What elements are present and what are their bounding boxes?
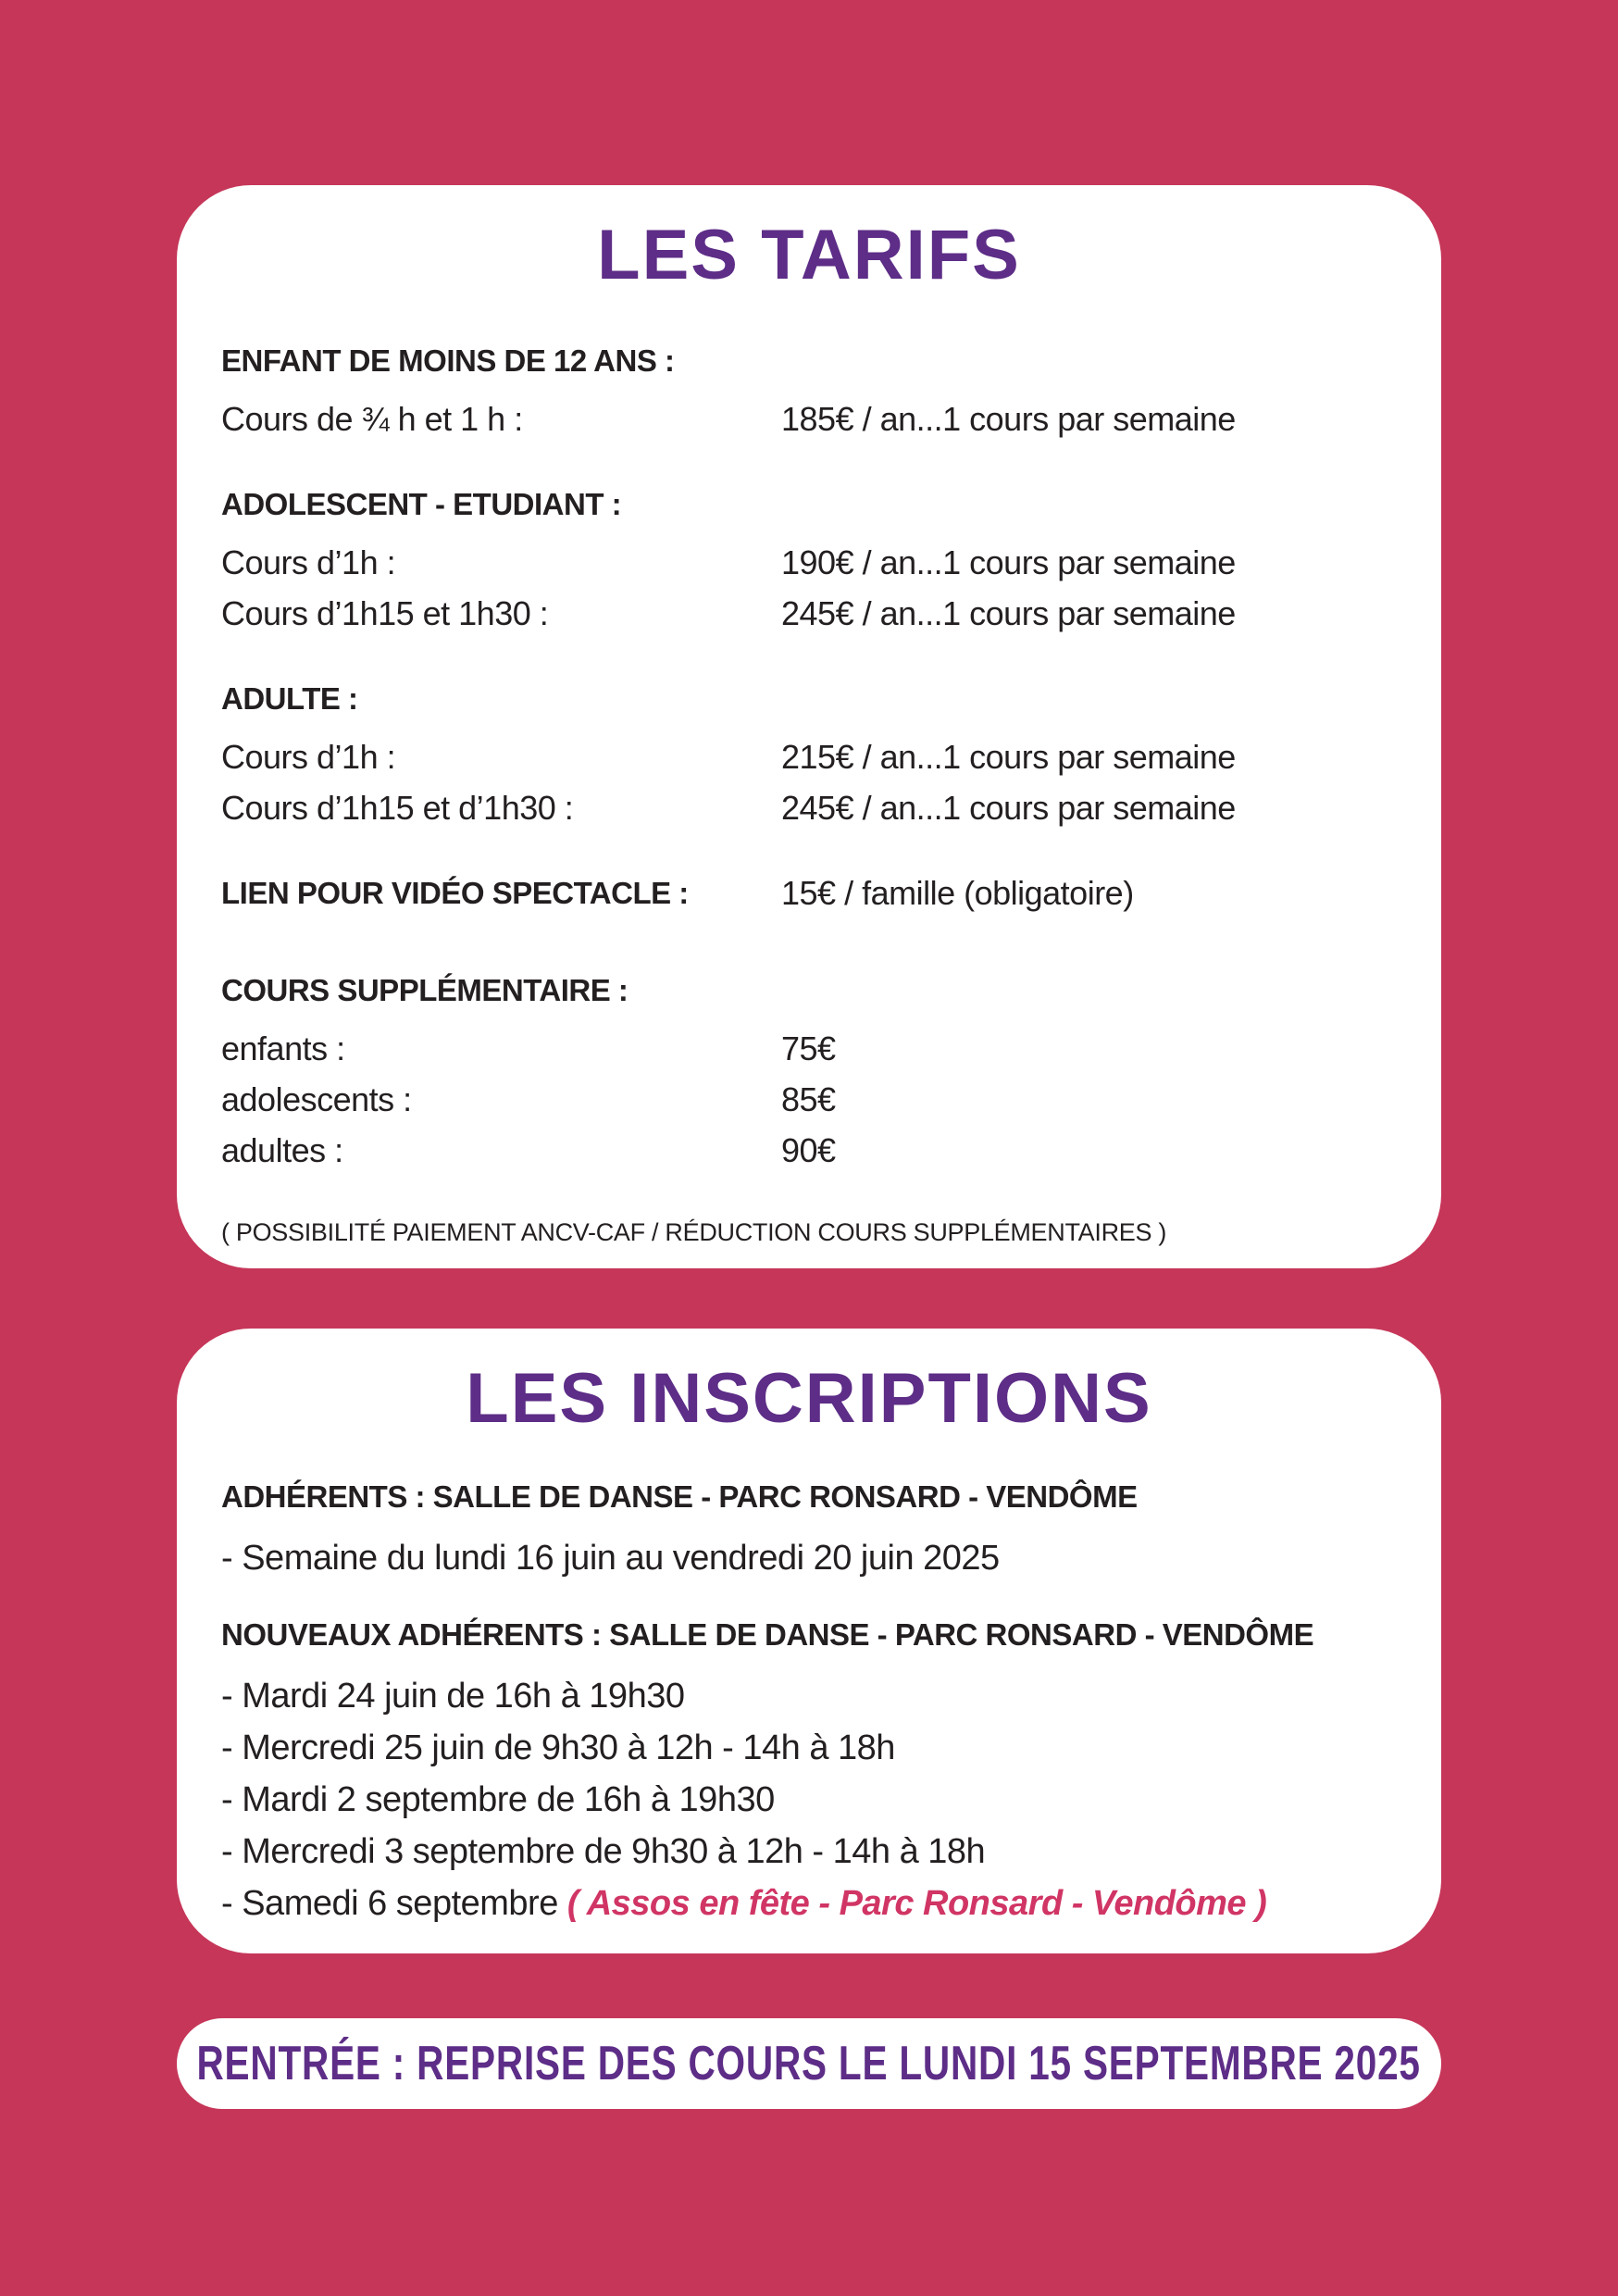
group-header: ADHÉRENTS : SALLE DE DANSE - PARC RONSARD - VENDÔME [221, 1479, 1138, 1514]
section-header: LIEN POUR VIDÉO SPECTACLE : [221, 876, 689, 910]
price-value: 190€ / an...1 cours par semaine [781, 543, 1236, 581]
price-row [221, 1023, 1397, 1074]
schedule-line: - Mardi 2 septembre de 16h à 19h30 [221, 1780, 775, 1819]
schedule-line-text: - Samedi 6 septembre [221, 1884, 567, 1923]
price-row [221, 1074, 1397, 1125]
group-adherents [221, 1479, 1397, 1584]
price-value: 245€ / an...1 cours par semaine [781, 789, 1236, 827]
price-value: 245€ / an...1 cours par semaine [781, 594, 1236, 632]
price-label: adolescents : [221, 1080, 412, 1118]
price-value: 215€ / an...1 cours par semaine [781, 738, 1236, 776]
inscriptions-groups [221, 1479, 1397, 1929]
inscriptions-title: LES INSCRIPTIONS [466, 1359, 1152, 1438]
section-supplementaire [221, 972, 1397, 1176]
section-video [221, 875, 1397, 912]
inscriptions-card [177, 1329, 1441, 1953]
price-row [221, 782, 1397, 833]
price-label: Cours d’1h : [221, 543, 396, 581]
schedule-line: - Mardi 24 juin de 16h à 19h30 [221, 1677, 685, 1716]
price-label: Cours d’1h15 et d’1h30 : [221, 789, 574, 827]
price-row [221, 393, 1397, 444]
section-header: COURS SUPPLÉMENTAIRE : [221, 973, 629, 1007]
tarifs-sections [221, 343, 1397, 1247]
price-value: 75€ [781, 1029, 836, 1067]
section-adolescent [221, 486, 1397, 639]
price-value: 185€ / an...1 cours par semaine [781, 400, 1236, 438]
schedule-line-accent: ( Assos en fête - Parc Ronsard - Vendôme ) [566, 1884, 1267, 1923]
section-enfant [221, 343, 1397, 444]
schedule-line: - Mercredi 3 septembre de 9h30 à 12h - 14h à 18h [221, 1832, 986, 1871]
section-header: ENFANT DE MOINS DE 12 ANS : [221, 343, 675, 378]
price-label: Cours d’1h15 et 1h30 : [221, 594, 549, 632]
section-adulte [221, 680, 1397, 833]
rentree-banner [177, 2018, 1441, 2109]
price-row [221, 588, 1397, 639]
price-value: 90€ [781, 1131, 836, 1169]
price-label: Cours d’1h : [221, 738, 396, 776]
schedule-line: - Semaine du lundi 16 juin au vendredi 20 juin 2025 [221, 1539, 1000, 1578]
price-value: 15€ / famille (obligatoire) [781, 874, 1134, 912]
group-header: NOUVEAUX ADHÉRENTS : SALLE DE DANSE - PARC RONSARD - VENDÔME [221, 1617, 1314, 1652]
schedule-line: - Mercredi 25 juin de 9h30 à 12h - 14h à 18h [221, 1728, 895, 1767]
price-row [221, 537, 1397, 588]
price-row [221, 1125, 1397, 1176]
price-value: 85€ [781, 1080, 836, 1118]
tarifs-card [177, 185, 1441, 1268]
price-label: adultes : [221, 1131, 343, 1169]
price-row [221, 731, 1397, 782]
group-nouveaux-adherents [221, 1616, 1397, 1929]
schedule-line [221, 1878, 1397, 1929]
payment-footnote: ( POSSIBILITÉ PAIEMENT ANCV-CAF / RÉDUCTION COURS SUPPLÉMENTAIRES ) [221, 1218, 1167, 1246]
price-label: enfants : [221, 1029, 345, 1067]
rentree-banner-text: RENTRÉE : REPRISE DES COURS LE LUNDI 15 SEPTEMBRE 2025 [196, 2037, 1422, 2090]
tarifs-title: LES TARIFS [597, 216, 1021, 294]
section-header: ADULTE : [221, 681, 358, 716]
price-label: Cours de ¾ h et 1 h : [221, 400, 523, 438]
section-header: ADOLESCENT - ETUDIANT : [221, 487, 622, 521]
